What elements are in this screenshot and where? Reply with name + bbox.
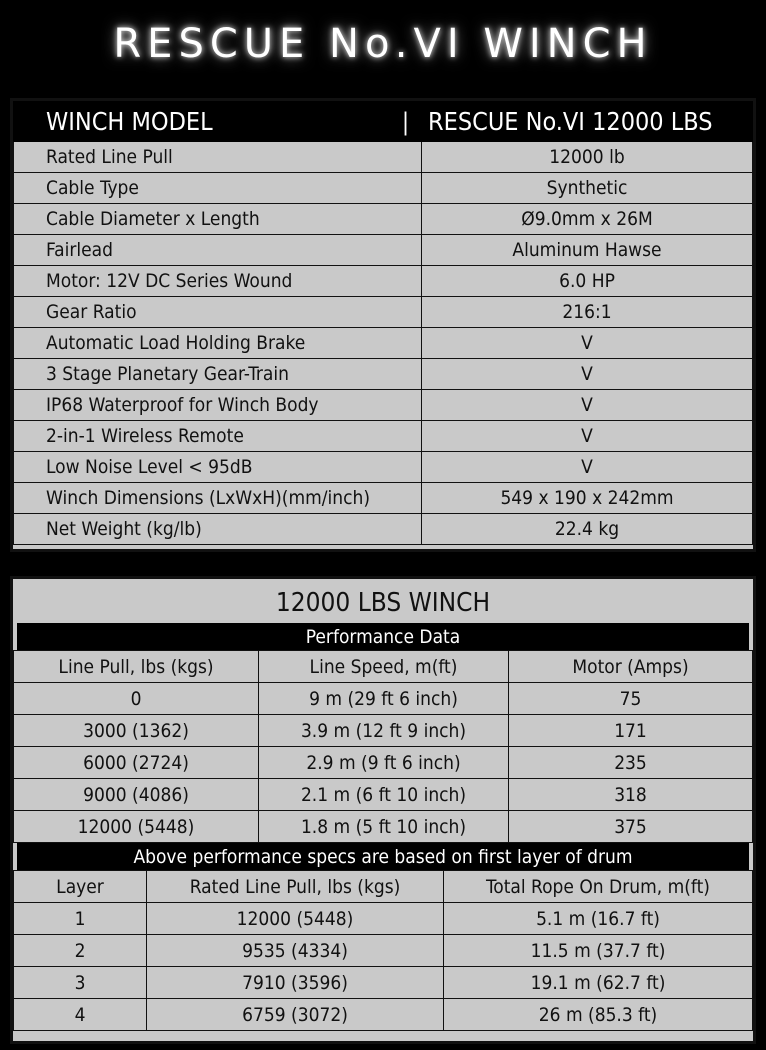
performance-cell: 171 [509,715,753,747]
spec-row [14,204,753,235]
spec-row [14,359,753,390]
spec-value: V [422,421,753,452]
spec-value: 22.4 kg [422,514,753,545]
layer-header-cell: Layer [14,871,147,903]
spec-row [14,452,753,483]
spec-value: Aluminum Hawse [422,235,753,266]
spec-row [14,142,753,173]
spec-label: Cable Diameter x Length [14,204,422,235]
spec-value: 12000 lb [422,142,753,173]
layer-cell: 26 m (85.3 ft) [444,999,753,1031]
performance-cell: 3.9 m (12 ft 9 inch) [259,715,509,747]
spec-label: IP68 Waterproof for Winch Body [14,390,422,421]
layer-cell: 5.1 m (16.7 ft) [444,903,753,935]
performance-row [14,811,753,843]
spec-value: V [422,359,753,390]
performance-cell: 2.1 m (6 ft 10 inch) [259,779,509,811]
performance-cell: 6000 (2724) [14,747,259,779]
specs-table [13,101,753,545]
performance-header-cell: Line Speed, m(ft) [259,651,509,683]
spec-row [14,328,753,359]
performance-cell: 375 [509,811,753,843]
performance-row [14,747,753,779]
layer-cell: 12000 (5448) [147,903,444,935]
spec-value: 549 x 190 x 242mm [422,483,753,514]
layer-row [14,999,753,1031]
layer-cell: 9535 (4334) [147,935,444,967]
performance-title: 12000 LBS WINCH [275,588,491,618]
spec-value: V [422,452,753,483]
performance-panel [10,576,756,1044]
spec-row [14,235,753,266]
performance-header-row [14,651,753,683]
layer-cell: 7910 (3596) [147,967,444,999]
drum-note-bar: Above performance specs are based on first layer of drum [17,843,749,870]
spec-row [14,266,753,297]
performance-cell: 3000 (1362) [14,715,259,747]
layer-cell: 19.1 m (62.7 ft) [444,967,753,999]
spec-label: Fairlead [14,235,422,266]
performance-row [14,683,753,715]
layer-header-row [14,871,753,903]
spec-label: Winch Dimensions (LxWxH)(mm/inch) [14,483,422,514]
spec-value: V [422,328,753,359]
spec-label: Low Noise Level < 95dB [14,452,422,483]
spec-label: Rated Line Pull [14,142,422,173]
performance-cell: 9 m (29 ft 6 inch) [259,683,509,715]
layer-header-cell: Total Rope On Drum, m(ft) [444,871,753,903]
performance-table [13,650,753,843]
layer-header-cell: Rated Line Pull, lbs (kgs) [147,871,444,903]
spec-label: Gear Ratio [14,297,422,328]
spec-value: Ø9.0mm x 26M [422,204,753,235]
layer-row [14,903,753,935]
spec-label: Cable Type [14,173,422,204]
layer-cell: 4 [14,999,147,1031]
layer-row [14,935,753,967]
specs-header-left: WINCH MODEL [14,102,390,142]
spec-row [14,297,753,328]
spec-label: 3 Stage Planetary Gear-Train [14,359,422,390]
performance-cell: 0 [14,683,259,715]
specs-header-right: RESCUE No.VI 12000 LBS [422,102,753,142]
spec-label: Motor: 12V DC Series Wound [14,266,422,297]
specs-header-separator: | [390,102,422,142]
spec-row [14,173,753,204]
layer-cell: 2 [14,935,147,967]
spec-label: Net Weight (kg/lb) [14,514,422,545]
performance-header-cell: Line Pull, lbs (kgs) [14,651,259,683]
layer-cell: 3 [14,967,147,999]
performance-row [14,715,753,747]
page-title: RESCUE No.VI WINCH [113,21,653,67]
spec-label: Automatic Load Holding Brake [14,328,422,359]
layer-cell: 11.5 m (37.7 ft) [444,935,753,967]
performance-cell: 1.8 m (5 ft 10 inch) [259,811,509,843]
performance-cell: 9000 (4086) [14,779,259,811]
layer-table [13,870,753,1031]
spec-value: 6.0 HP [422,266,753,297]
performance-cell: 318 [509,779,753,811]
spec-row [14,421,753,452]
performance-header-cell: Motor (Amps) [509,651,753,683]
performance-row [14,779,753,811]
specs-header-row [14,102,753,142]
spec-value: 216:1 [422,297,753,328]
spec-label: 2-in-1 Wireless Remote [14,421,422,452]
performance-data-bar: Performance Data [17,623,749,650]
layer-cell: 1 [14,903,147,935]
performance-cell: 235 [509,747,753,779]
spec-row [14,514,753,545]
performance-cell: 12000 (5448) [14,811,259,843]
layer-row [14,967,753,999]
spec-value: V [422,390,753,421]
layer-cell: 6759 (3072) [147,999,444,1031]
specs-panel [10,98,756,552]
spec-row [14,390,753,421]
spec-value: Synthetic [422,173,753,204]
performance-cell: 75 [509,683,753,715]
performance-cell: 2.9 m (9 ft 6 inch) [259,747,509,779]
spec-row [14,483,753,514]
